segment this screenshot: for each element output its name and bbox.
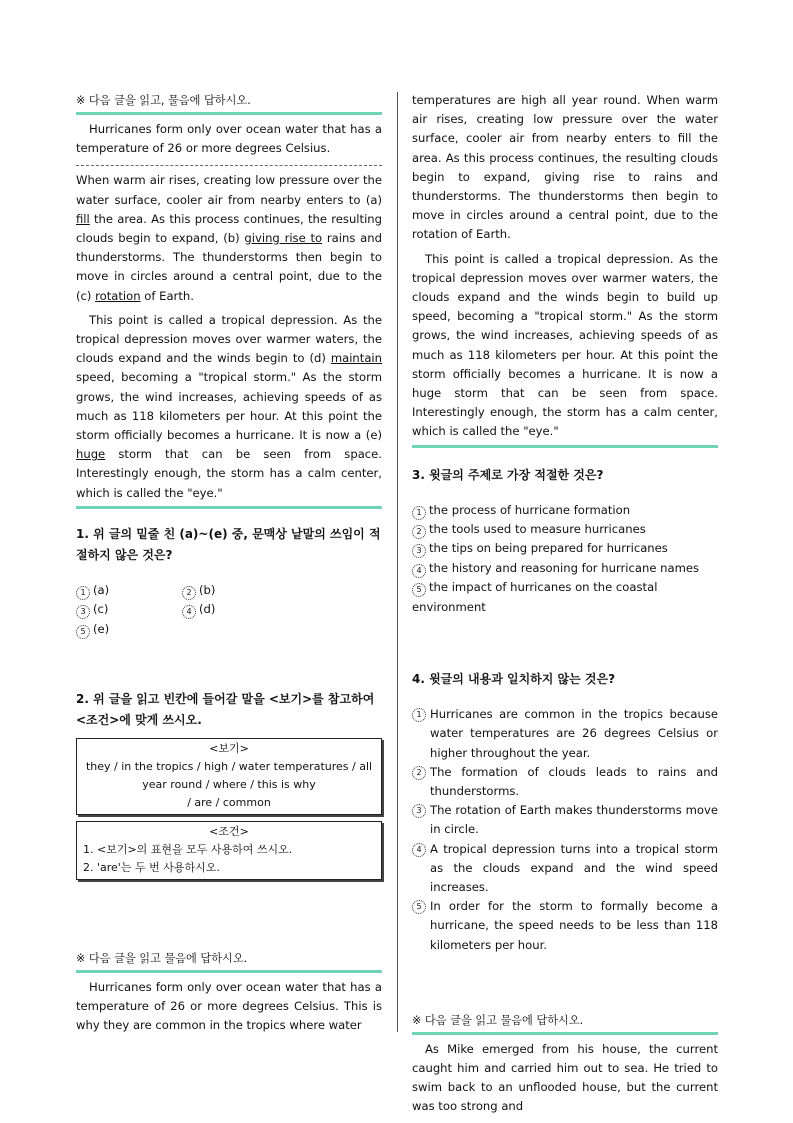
number-circle-icon: 3 bbox=[412, 804, 426, 818]
teal-rule bbox=[412, 1032, 718, 1035]
number-circle-icon: 2 bbox=[182, 586, 196, 600]
q4-option[interactable] bbox=[412, 801, 718, 839]
teal-rule bbox=[76, 112, 382, 115]
q1-option[interactable] bbox=[76, 600, 182, 619]
notice-1: ※ 다음 글을 읽고, 물음에 답하시오. bbox=[76, 94, 251, 107]
q4-option[interactable] bbox=[412, 840, 718, 898]
question-4: 4. 윗글의 내용과 일치하지 않는 것은? bbox=[412, 672, 616, 687]
q3-options bbox=[412, 501, 718, 617]
teal-rule bbox=[412, 445, 718, 448]
passage2-continued: temperatures are high all year round. When warm air rises, creating low pressure over the water surface, cooler air from nearby enters to fill the area. As this process continues, the resulting clouds begin to expand, giving rise to rains and thunderstorms. The thunderstorms then begin to move in circles around a central point, due to the rotation of Earth. bbox=[412, 93, 718, 242]
bogi-title: <보기> bbox=[209, 742, 249, 756]
option-label: the process of hurricane formation bbox=[429, 502, 631, 517]
passage1-first-sentence: Hurricanes form only over ocean water that has a temperature of 26 or more degrees Celsius. bbox=[76, 122, 382, 156]
text: the area. As this process continues, the resulting clouds begin to expand, (b) bbox=[76, 211, 382, 246]
text: This point is called a tropical depression. As the tropical depression moves over warmer waters, the clouds expand and the winds begin to (d) bbox=[76, 312, 382, 366]
question-1: 1. 위 글의 밑줄 친 (a)~(e) 중, 문맥상 낱말의 쓰임이 적절하지 않은 것은? bbox=[76, 526, 381, 562]
notice-3: ※ 다음 글을 읽고 물음에 답하시오. bbox=[412, 1013, 584, 1027]
question-3: 3. 윗글의 주제로 가장 적절한 것은? bbox=[412, 467, 604, 482]
option-label: (b) bbox=[199, 582, 216, 597]
option-label: the tips on being prepared for hurricanes bbox=[429, 541, 668, 556]
q1-option-row bbox=[76, 581, 382, 600]
option-label: (d) bbox=[199, 602, 216, 617]
question-2: 2. 위 글을 읽고 빈칸에 들어갈 말을 <보기>를 참고하여 <조건>에 맞게 쓰시오. bbox=[76, 692, 375, 728]
bogi-line: they / in the tropics / high / water temperatures / all bbox=[85, 760, 373, 774]
left-column bbox=[76, 90, 382, 1036]
underline-d: maintain bbox=[330, 351, 382, 366]
bogi-line: year round / where / this is why bbox=[142, 778, 316, 792]
underline-e: huge bbox=[76, 447, 106, 462]
option-label: In order for the storm to formally become a hurricane, the speed needs to be less than 118 kilometers per hour. bbox=[430, 899, 718, 952]
number-circle-icon: 1 bbox=[76, 586, 90, 600]
q3-option[interactable] bbox=[412, 559, 718, 578]
number-circle-icon: 2 bbox=[412, 766, 426, 780]
option-label: the history and reasoning for hurricane names bbox=[429, 560, 700, 575]
q1-option[interactable] bbox=[182, 600, 288, 619]
number-circle-icon: 1 bbox=[412, 708, 426, 722]
blank-line bbox=[76, 165, 382, 166]
number-circle-icon: 2 bbox=[412, 525, 426, 539]
number-circle-icon: 4 bbox=[412, 564, 426, 578]
jogeon-title: <조건> bbox=[209, 825, 249, 839]
q4-option[interactable] bbox=[412, 705, 718, 763]
text: rains and thunderstorms. The thunderstorms then begin to move in circles around a central point, due to the (c) bbox=[76, 231, 382, 303]
underline-c: rotation bbox=[95, 288, 141, 303]
q1-options bbox=[76, 581, 382, 639]
q1-option[interactable] bbox=[76, 620, 382, 639]
q3-option[interactable] bbox=[412, 539, 718, 558]
right-column bbox=[412, 90, 718, 1117]
number-circle-icon: 5 bbox=[412, 900, 426, 914]
number-circle-icon: 3 bbox=[412, 544, 426, 558]
number-circle-icon: 5 bbox=[412, 583, 426, 597]
number-circle-icon: 4 bbox=[412, 843, 426, 857]
option-label: The formation of clouds leads to rains and thunderstorms. bbox=[430, 764, 718, 798]
passage1-paragraph2 bbox=[76, 311, 382, 503]
passage1-paragraph1 bbox=[76, 171, 382, 305]
passage2-start: Hurricanes form only over ocean water that has a temperature of 26 or more degrees Celsius. This is why they are common in the tropics where water bbox=[76, 980, 382, 1033]
q4-option[interactable] bbox=[412, 763, 718, 801]
text: of Earth. bbox=[140, 288, 194, 303]
option-label: (a) bbox=[93, 582, 110, 597]
text: When warm air rises, creating low pressure over the water surface, cooler air from nearby enters to (a) bbox=[76, 173, 382, 207]
option-label: (e) bbox=[93, 621, 110, 636]
column-divider bbox=[397, 92, 398, 1032]
q3-option[interactable] bbox=[412, 520, 718, 539]
text: speed, becoming a "tropical storm." As the storm grows, the wind increases, achieving speeds of as much as 118 kilometers per hour. At this point the storm officially becomes a hurricane. It is now a (e) bbox=[76, 370, 382, 443]
passage3-start: As Mike emerged from his house, the current caught him and carried him out to sea. He tried to swim back to an unflooded house, but the current was too strong and bbox=[412, 1041, 718, 1114]
q4-options bbox=[412, 705, 718, 955]
number-circle-icon: 3 bbox=[76, 605, 90, 619]
option-label: The rotation of Earth makes thunderstorms move in circle. bbox=[430, 803, 718, 837]
underline-a: fill bbox=[76, 211, 90, 226]
option-label: the tools used to measure hurricanes bbox=[429, 522, 646, 537]
bogi-line: / are / common bbox=[187, 796, 271, 810]
q1-option[interactable] bbox=[182, 581, 288, 600]
q1-option[interactable] bbox=[76, 581, 182, 600]
option-label: Hurricanes are common in the tropics because water temperatures are 26 degrees Celsius or higher throughout the year. bbox=[430, 707, 718, 760]
q3-option[interactable] bbox=[412, 501, 718, 520]
jogeon-item: 2. 'are'는 두 번 사용하시오. bbox=[83, 861, 220, 875]
q4-option[interactable] bbox=[412, 897, 718, 955]
jogeon-box bbox=[76, 821, 382, 880]
option-label: the impact of hurricanes on the coastal environment bbox=[412, 580, 658, 614]
teal-rule bbox=[76, 970, 382, 973]
option-label: (c) bbox=[93, 602, 109, 617]
number-circle-icon: 1 bbox=[412, 506, 426, 520]
option-label: A tropical depression turns into a tropical storm as the clouds expand and the wind speed increases. bbox=[430, 841, 718, 894]
notice-2: ※ 다음 글을 읽고 물음에 답하시오. bbox=[76, 952, 248, 966]
passage2-paragraph2: This point is called a tropical depression. As the tropical depression moves over warmer waters, the clouds expand and the winds begin to build up speed, becoming a "tropical storm." As the storm grows, the wind increases, achieving speeds of as much as 118 kilometers per hour. At this point the storm officially becomes a hurricane. It is now a huge storm that can be seen from space. Interestingly enough, the storm has a calm center, which is called the "eye." bbox=[412, 251, 718, 439]
q1-option-row bbox=[76, 600, 382, 619]
text: storm that can be seen from space. Interestingly enough, the storm has a calm center, which is called the "eye." bbox=[76, 447, 382, 500]
number-circle-icon: 4 bbox=[182, 605, 196, 619]
number-circle-icon: 5 bbox=[76, 625, 90, 639]
bogi-box bbox=[76, 738, 382, 815]
q3-option[interactable] bbox=[412, 578, 718, 617]
underline-b: giving rise to bbox=[244, 231, 323, 246]
jogeon-item: 1. <보기>의 표현을 모두 사용하여 쓰시오. bbox=[83, 843, 293, 857]
teal-rule bbox=[76, 506, 382, 509]
